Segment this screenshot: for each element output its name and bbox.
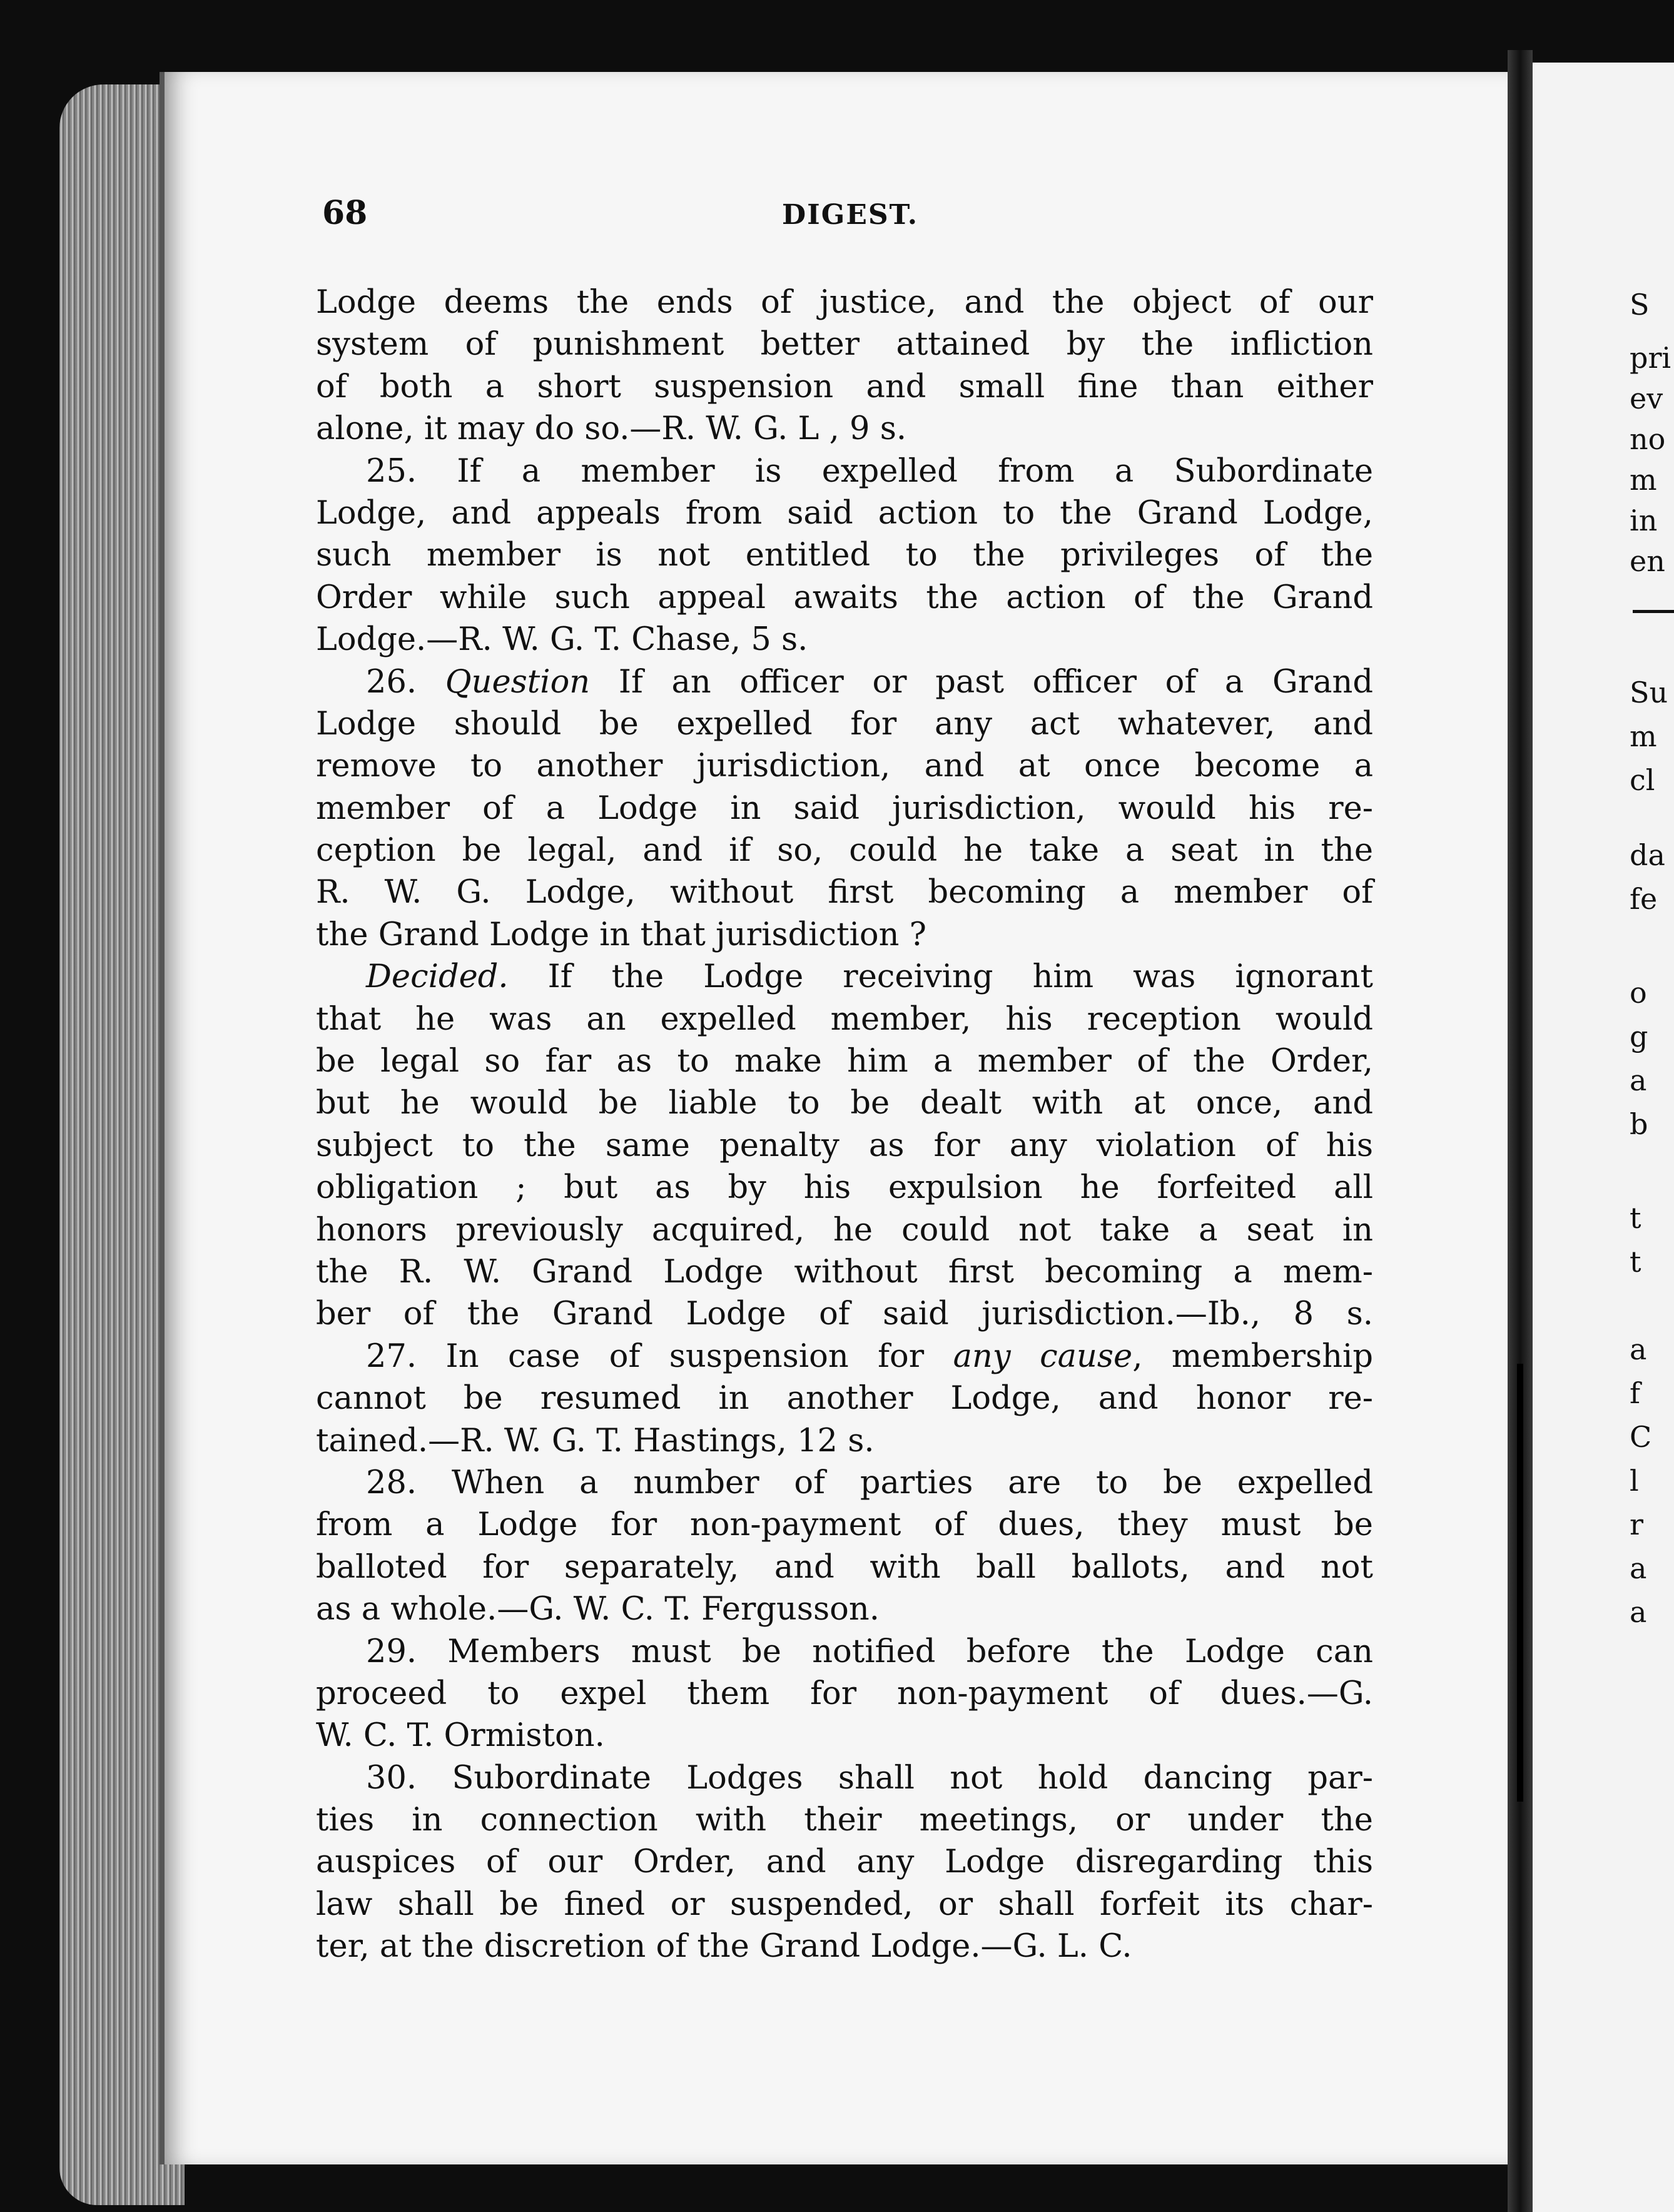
text-line: ber of the Grand Lodge of said jurisdiction.—Ib., 8 s. (316, 1296, 1373, 1333)
text-line: 25. If a member is expelled from a Subordinate (366, 452, 1373, 490)
facing-page-fragment: a (1630, 1332, 1647, 1366)
facing-page-fragment: cl (1630, 763, 1655, 797)
text-line: be legal so far as to make him a member of the Order, (316, 1043, 1373, 1080)
facing-page-fragment: r (1630, 1508, 1643, 1541)
text-line (316, 1336, 1373, 1377)
text-line: but he would be liable to be dealt with at once, and (316, 1085, 1373, 1122)
text-line: system of punishment better attained by the infliction (316, 326, 1373, 363)
text-line: auspices of our Order, and any Lodge disregarding this (316, 1844, 1373, 1881)
text-line (316, 956, 1373, 998)
facing-page-rule (1633, 610, 1674, 613)
body-text (316, 282, 1373, 1968)
facing-page-fragment: f (1630, 1376, 1641, 1410)
facing-page-fragment: fe (1630, 882, 1658, 916)
text-line: ter, at the discretion of the Grand Lodge.—G. L. C. (316, 1928, 1132, 1966)
text-line: that he was an expelled member, his reception would (316, 1000, 1373, 1038)
text-line: as a whole.—G. W. C. T. Fergusson. (316, 1591, 880, 1628)
text-line: of both a short suspension and small fine than either (316, 368, 1373, 405)
text-line: the Grand Lodge in that jurisdiction ? (316, 916, 926, 953)
text-line: Order while such appeal awaits the action of the Grand (316, 579, 1373, 616)
text-line: 30. Subordinate Lodges shall not hold dancing par- (366, 1759, 1373, 1797)
facing-page-fragment: C (1630, 1420, 1652, 1454)
text-line: subject to the same penalty as for any violation of his (316, 1127, 1373, 1164)
text-line: R. W. G. Lodge, without first becoming a member of (316, 874, 1373, 911)
facing-page-fragment: m (1630, 719, 1657, 753)
text-line: ties in connection with their meetings, or under the (316, 1802, 1373, 1839)
text-run: If the Lodge receiving him was ignorant (508, 958, 1373, 996)
text-run: 26. (366, 663, 445, 701)
running-head: DIGEST. (782, 199, 919, 231)
page-number: 68 (322, 194, 368, 232)
italic-text: Question (445, 663, 591, 701)
text-line: W. C. T. Ormiston. (316, 1717, 605, 1755)
text-line: remove to another jurisdiction, and at once become a (316, 748, 1373, 785)
text-line: member of a Lodge in said jurisdiction, would his re- (316, 789, 1373, 827)
text-line: alone, it may do so.—R. W. G. L , 9 s. (316, 410, 907, 448)
text-line (316, 661, 1373, 703)
text-line: obligation ; but as by his expulsion he forfeited all (316, 1169, 1373, 1207)
facing-page-fragment: S (1630, 288, 1650, 322)
book-gutter (1508, 50, 1533, 2212)
facing-page-fragment: da (1630, 838, 1665, 872)
facing-page-fragment: Su (1630, 676, 1668, 709)
facing-page-fragment: en (1630, 544, 1665, 578)
text-line: tained.—R. W. G. T. Hastings, 12 s. (316, 1422, 875, 1459)
text-line: the R. W. Grand Lodge without first becoming a mem- (316, 1253, 1373, 1291)
facing-page-fragment: g (1630, 1020, 1648, 1053)
text-run: If an officer or past officer of a Grand (590, 663, 1373, 701)
gutter-shadow (1517, 1364, 1523, 1802)
text-run: 27. In case of suspension for (366, 1337, 953, 1375)
text-run: , membership (1132, 1337, 1373, 1375)
text-line: Lodge, and appeals from said action to the Grand Lodge, (316, 494, 1373, 532)
text-line: Lodge deems the ends of justice, and the object of our (316, 284, 1373, 321)
facing-page-fragment: a (1630, 1595, 1647, 1629)
facing-page-fragment: t (1630, 1201, 1641, 1235)
text-line: 28. When a number of parties are to be expelled (366, 1464, 1373, 1501)
text-line: proceed to expel them for non-payment of dues.—G. (316, 1675, 1373, 1712)
text-line: Lodge.—R. W. G. T. Chase, 5 s. (316, 621, 808, 659)
facing-page-fragment: a (1630, 1063, 1647, 1097)
text-line: 29. Members must be notified before the Lodge can (366, 1633, 1373, 1670)
facing-page-fragment: ev (1630, 382, 1663, 415)
text-line: such member is not entitled to the privileges of the (316, 537, 1373, 574)
facing-page-fragment: l (1630, 1464, 1639, 1498)
facing-page-fragment: o (1630, 976, 1647, 1010)
text-line: cannot be resumed in another Lodge, and honor re- (316, 1380, 1373, 1418)
facing-page-fragment: a (1630, 1551, 1647, 1585)
facing-page-fragment: no (1630, 422, 1666, 456)
facing-page-fragment: pri (1630, 341, 1671, 375)
italic-text: Decided. (366, 958, 509, 996)
facing-page-fragment: b (1630, 1107, 1648, 1141)
text-line: Lodge should be expelled for any act whatever, and (316, 705, 1373, 743)
text-line: ception be legal, and if so, could he take a seat in the (316, 832, 1373, 870)
facing-page-fragment: in (1630, 504, 1658, 537)
text-line: from a Lodge for non-payment of dues, they must be (316, 1506, 1373, 1544)
text-line: law shall be fined or suspended, or shall forfeit its char- (316, 1885, 1373, 1923)
facing-page-fragment: t (1630, 1245, 1641, 1279)
italic-text: any cause (953, 1337, 1133, 1375)
text-line: balloted for separately, and with ball ballots, and not (316, 1548, 1373, 1586)
text-line: honors previously acquired, he could not take a seat in (316, 1211, 1373, 1249)
page-header (322, 194, 1373, 238)
facing-page-fragment: m (1630, 463, 1657, 497)
